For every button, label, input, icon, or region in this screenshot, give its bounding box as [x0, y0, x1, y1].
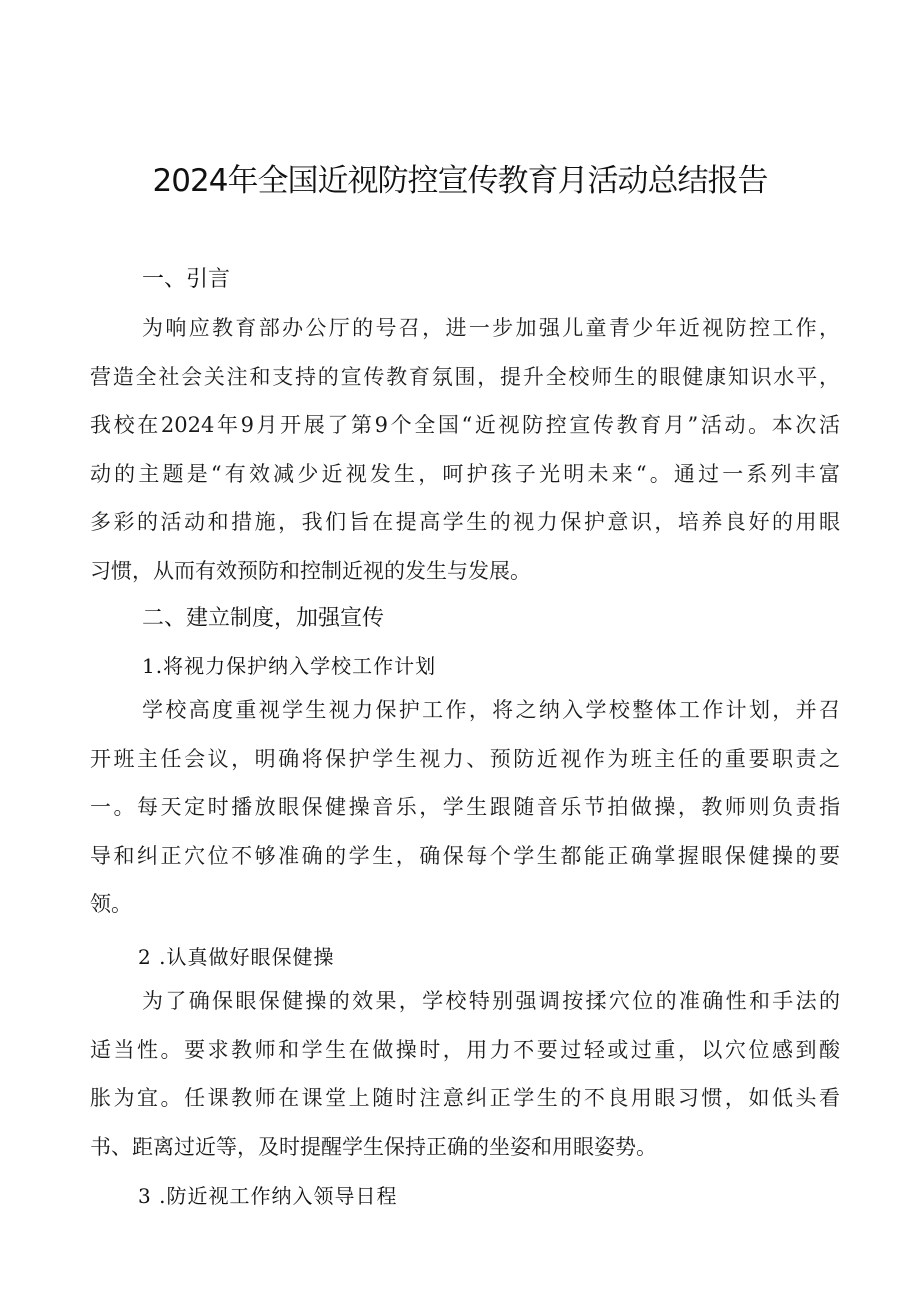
subsection-heading-2: 2 .认真做好眼保健操 — [138, 945, 335, 969]
paragraph-line: 习惯，从而有效预防和控制近视的发生与发展。 — [90, 558, 531, 583]
paragraph-line: 导和纠正穴位不够准确的学生，确保每个学生都能正确掌握眼保健操的要 — [90, 843, 840, 868]
paragraph-line: 营造全社会关注和支持的宣传教育氛围，提升全校师生的眼健康知识水平， — [90, 364, 840, 389]
subsection-2-paragraph — [90, 977, 840, 1171]
document-title: 2024年全国近视防控宣传教育月活动总结报告 — [152, 163, 768, 199]
paragraph-line: 多彩的活动和措施，我们旨在提高学生的视力保护意识，培养良好的用眼 — [90, 510, 840, 534]
paragraph-line: 开班主任会议，明确将保护学生视力、预防近视作为班主任的重要职责之 — [90, 746, 840, 771]
paragraph-line: 动的主题是“有效减少近视发生，呵护孩子光明未来“。通过一系列丰富 — [90, 461, 840, 486]
paragraph-line: 书、距离过近等，及时提醒学生保持正确的坐姿和用眼姿势。 — [90, 1134, 657, 1159]
paragraph-line: 为响应教育部办公厅的号召，进一步加强儿童青少年近视防控工作， — [142, 316, 840, 340]
subsection-1-paragraph — [90, 686, 840, 929]
paragraph-line: 胀为宜。任课教师在课堂上随时注意纠正学生的不良用眼习惯，如低头看 — [90, 1086, 840, 1110]
subsection-heading-3: 3 .防近视工作纳入领导日程 — [138, 1184, 398, 1208]
paragraph-line: 学校高度重视学生视力保护工作，将之纳入学校整体工作计划，并召 — [142, 698, 840, 722]
paragraph-line: 适当性。要求教师和学生在做操时，用力不要过轻或过重，以穴位感到酸 — [90, 1037, 840, 1062]
section-heading-intro: 一、引言 — [142, 267, 231, 292]
intro-paragraph — [90, 304, 840, 595]
subsection-heading-1: 1.将视力保护纳入学校工作计划 — [142, 654, 437, 678]
section-heading-system: 二、建立制度，加强宣传 — [142, 606, 385, 631]
paragraph-line: 我校在2024年9月开展了第9个全国“近视防控宣传教育月”活动。本次活 — [90, 413, 840, 437]
paragraph-line: 为了确保眼保健操的效果，学校特别强调按揉穴位的准确性和手法的 — [142, 989, 840, 1013]
paragraph-line: 领。 — [90, 892, 132, 916]
paragraph-line: 一。每天定时播放眼保健操音乐，学生跟随音乐节拍做操，教师则负责指 — [90, 795, 840, 819]
